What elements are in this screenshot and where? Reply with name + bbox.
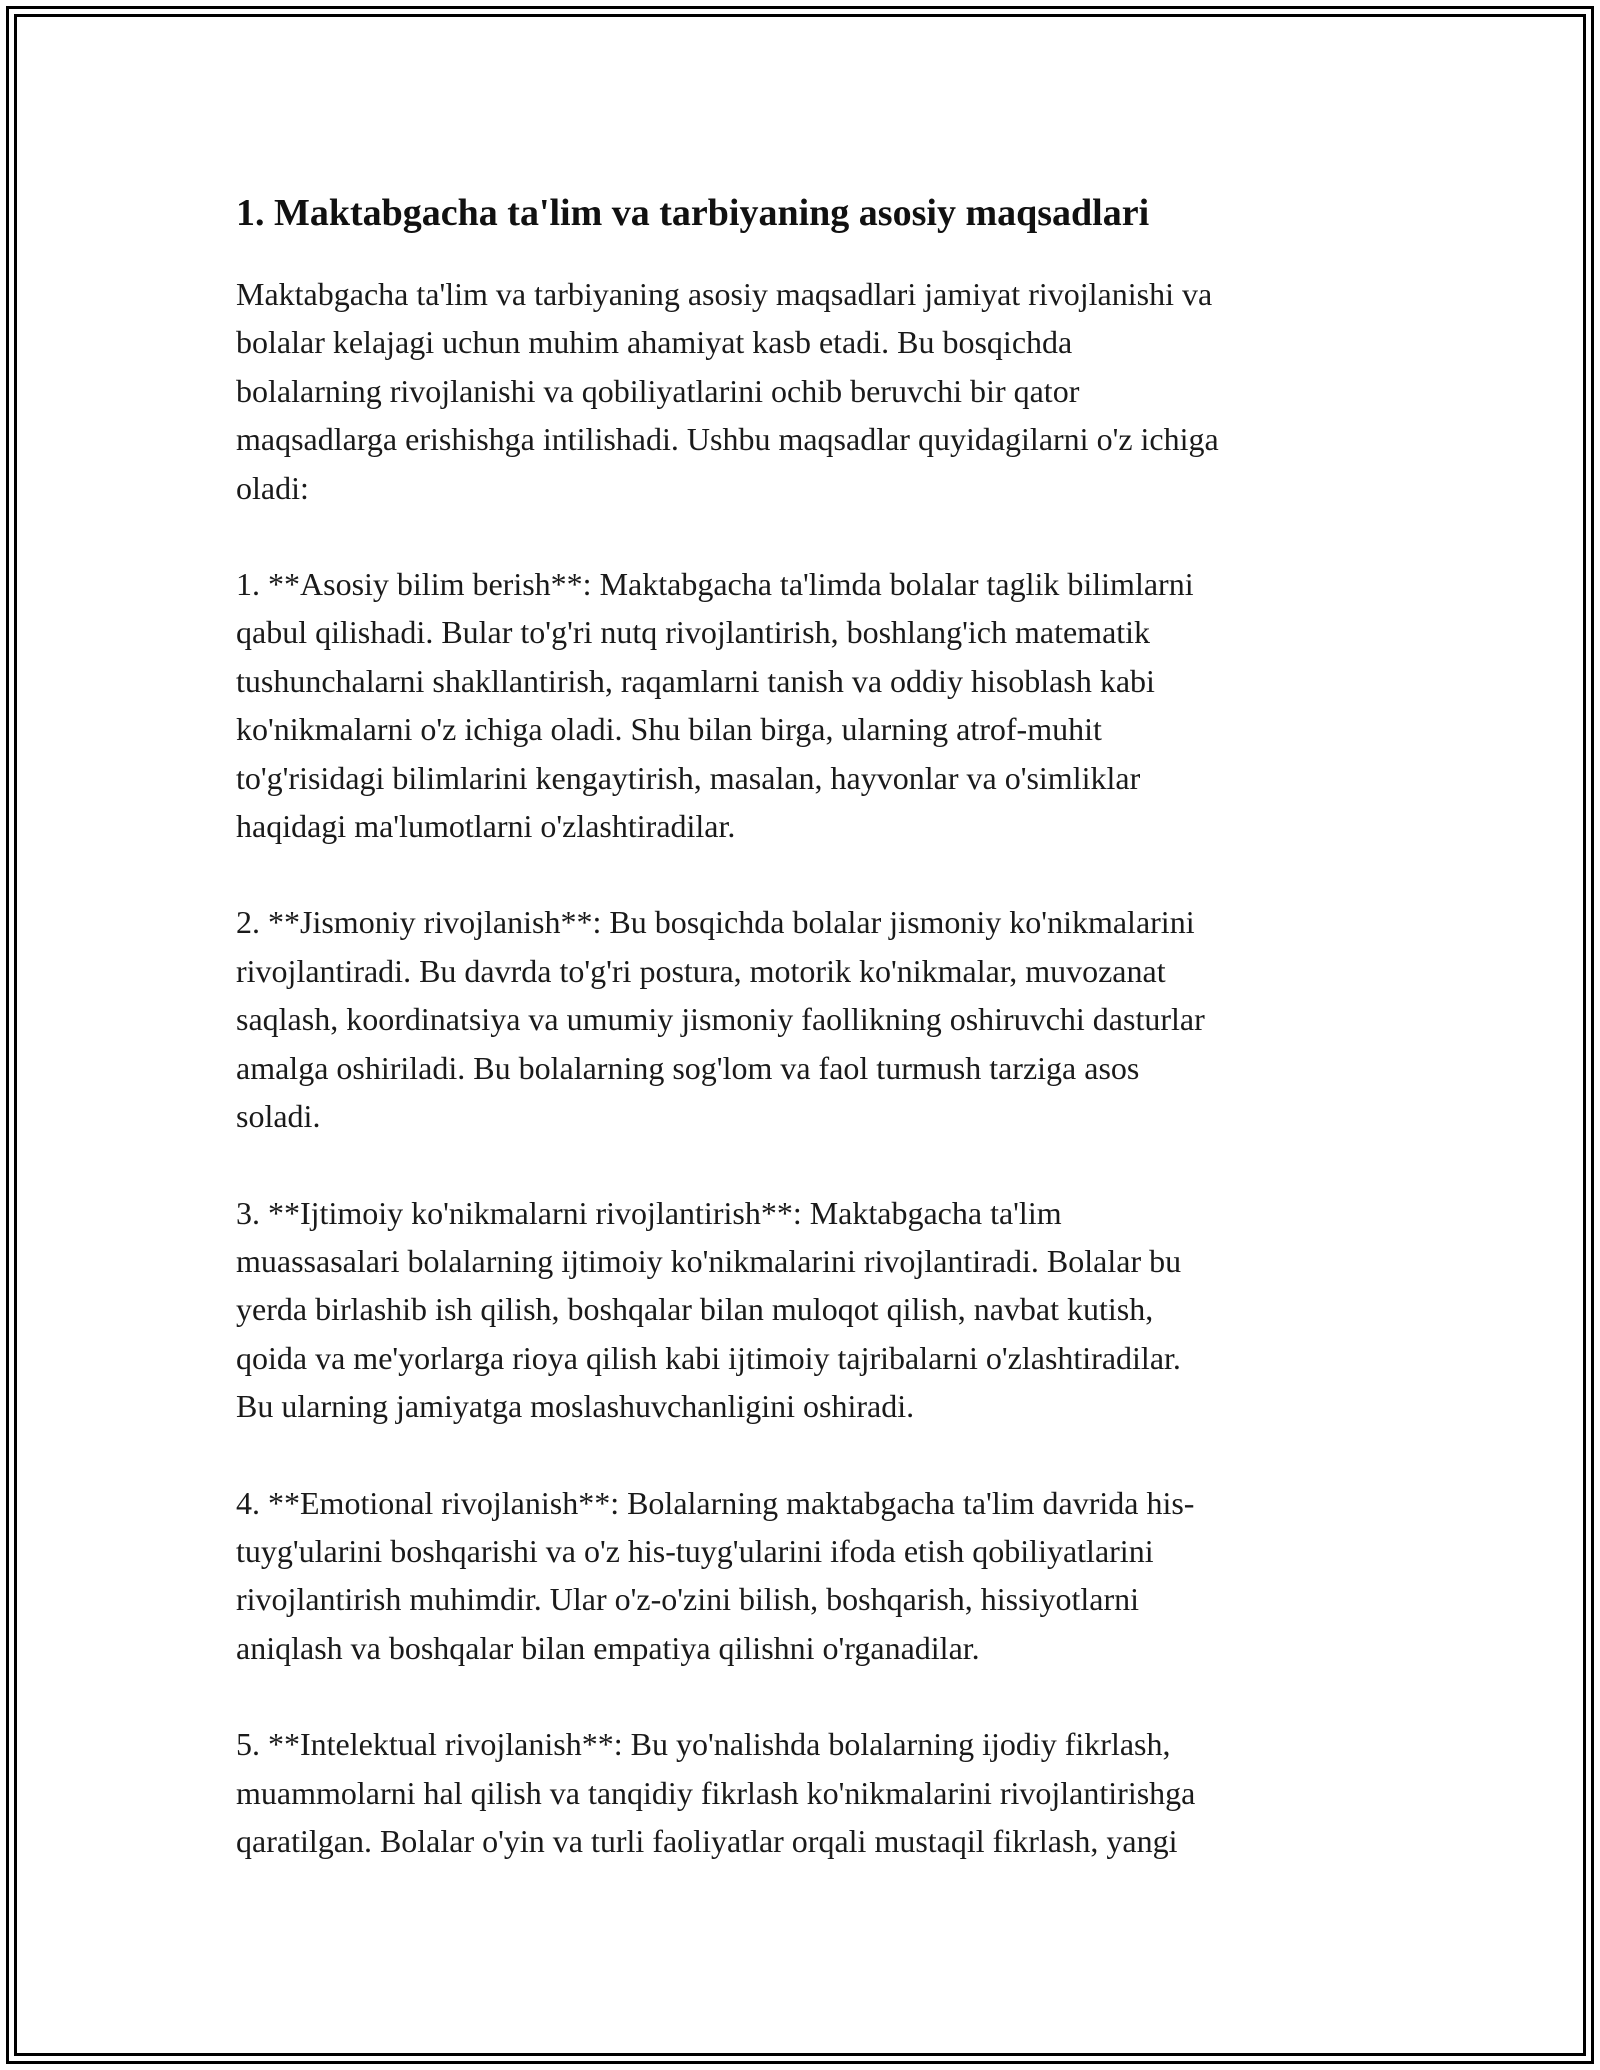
paragraph-item-1: 1. **Asosiy bilim berish**: Maktabgacha ta'limda bolalar taglik bilimlarni qabul qilishadi. Bular to'g'ri nutq rivojlantirish, boshlang'ich matematik tushunchalarni shakllantirish, raqamlarni tanish va oddiy hisoblash kabi ko'nikmalarni o'z ichiga oladi. Shu bilan birga, ularning atrof-muhit to'g'risidagi bilimlarini kengaytirish, masalan, hayvonlar va o'simliklar haqidagi ma'lumotlarni o'zlashtiradilar. xyxy=(236,566,1194,845)
document-title: 1. Maktabgacha ta'lim va tarbiyaning asosiy maqsadlari xyxy=(236,192,1150,234)
paragraph-intro: Maktabgacha ta'lim va tarbiyaning asosiy maqsadlari jamiyat rivojlanishi va bolalar kelajagi uchun muhim ahamiyat kasb etadi. Bu bosqichda bolalarning rivojlanishi va qobiliyatlarini ochib beruvchi bir qator maqsadlarga erishishga intilishadi. Ushbu maqsadlar quyidagilarni o'z ichiga oladi: xyxy=(236,276,1219,506)
document-body xyxy=(236,186,1386,1913)
paragraph-item-4: 4. **Emotional rivojlanish**: Bolalarning maktabgacha ta'lim davrida his- tuyg'ularini boshqarishi va o'z his-tuyg'ularini ifoda etish qobiliyatlarini rivojlantirish muhimdir. Ular o'z-o'zini bilish, boshqarish, hissiyotlarni aniqlash va boshqalar bilan empatiya qilishni o'rganadilar. xyxy=(236,1484,1195,1666)
paragraph-item-5: 5. **Intelektual rivojlanish**: Bu yo'nalishda bolalarning ijodiy fikrlash, muammolarni hal qilish va tanqidiy fikrlash ko'nikmalarini rivojlantirishga qaratilgan. Bolalar o'yin va turli faoliyatlar orqali mustaqil fikrlash, yangi xyxy=(236,1726,1196,1859)
paragraph-item-2: 2. **Jismoniy rivojlanish**: Bu bosqichda bolalar jismoniy ko'nikmalarini rivojlantiradi. Bu davrda to'g'ri postura, motorik ko'nikmalar, muvozanat saqlash, koordinatsiya va umumiy jismoniy faollikning oshiruvchi dasturlar amalga oshiriladi. Bu bolalarning sog'lom va faol turmush tarziga asos soladi. xyxy=(236,904,1205,1135)
paragraph-item-3: 3. **Ijtimoiy ko'nikmalarni rivojlantirish**: Maktabgacha ta'lim muassasalari bolalarning ijtimoiy ko'nikmalarini rivojlantiradi. Bolalar bu yerda birlashib ish qilish, boshqalar bilan muloqot qilish, navbat kutish, qoida va me'yorlarga rioya qilish kabi ijtimoiy tajribalarni o'zlashtiradilar. Bu ularning jamiyatga moslashuvchanligini oshiradi. xyxy=(236,1194,1182,1425)
